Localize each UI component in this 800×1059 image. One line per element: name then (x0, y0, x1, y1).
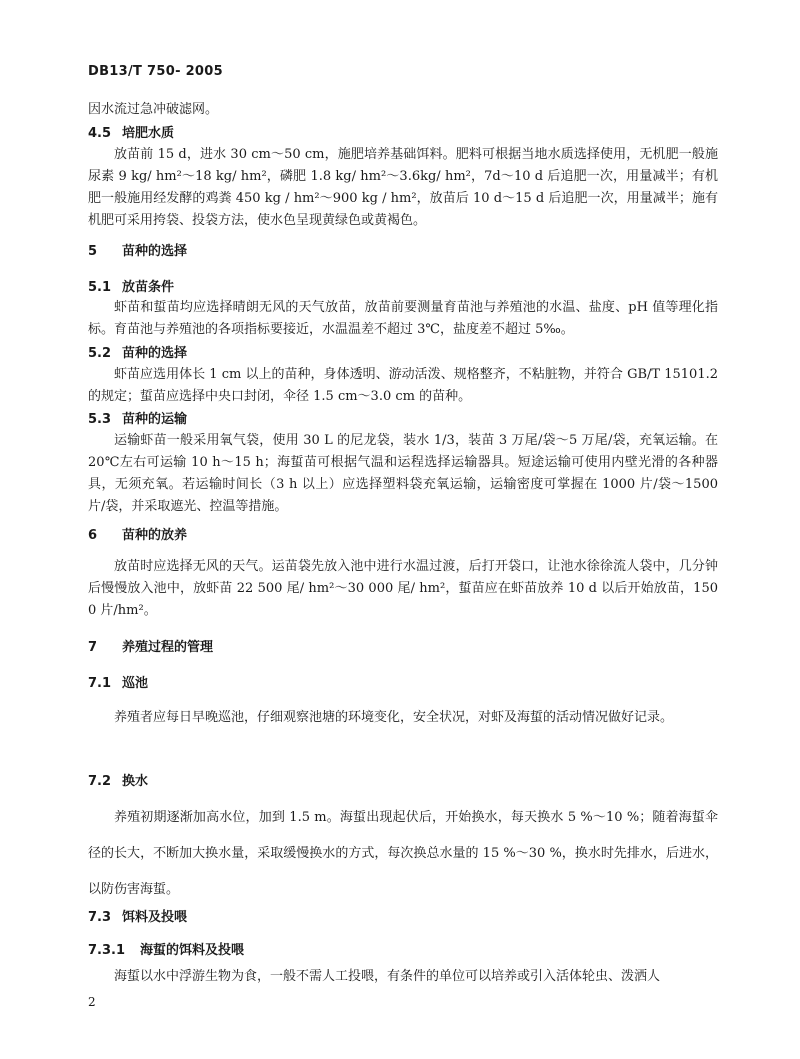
section-heading-5-3 (88, 408, 718, 427)
section-title: 换水 (122, 774, 149, 789)
section-heading-7-1 (88, 672, 718, 691)
page-number: 2 (88, 995, 96, 1009)
section-number: 7.2 (88, 774, 112, 789)
section-number: 7 (88, 640, 98, 655)
section-number: 4.5 (88, 126, 112, 141)
section-heading-4-5 (88, 122, 718, 141)
section-heading-7 (88, 636, 718, 655)
section-title: 苗种的运输 (122, 412, 188, 427)
section-number: 6 (88, 528, 98, 543)
section-title: 苗种的选择 (122, 244, 188, 259)
section-title: 海蜇的饵料及投喂 (140, 943, 245, 958)
section-number: 5.3 (88, 412, 112, 427)
paragraph-7-3-1: 海蜇以水中浮游生物为食，一般不需人工投喂，有条件的单位可以培养或引入活体轮虫、泼洒人 (114, 969, 661, 984)
section-number: 7.1 (88, 676, 112, 691)
paragraph-5-3: 运输虾苗一般采用氧气袋，使用 30 L 的尼龙袋，装水 1/3，装苗 3 万尾/袋～5 万尾/袋，充氧运输。在 20℃左右可运输 10 h～15 h；海蜇苗可根据气温和运程选择运输器具。短途运输可使用内壁光滑的各种器具，无须充氧。若运输时间长（3 h 以上）应选择塑料袋充氧运输，运输密度可掌握在 1000 片/袋～1500 片/袋，并采取遮光、控温等措施。 (88, 433, 718, 514)
section-title: 放苗条件 (122, 280, 175, 295)
section-number: 5.1 (88, 280, 112, 295)
section-title: 饵料及投喂 (122, 910, 188, 925)
section-heading-6 (88, 524, 718, 543)
section-heading-5-2 (88, 342, 718, 361)
section-heading-7-3 (88, 906, 718, 925)
paragraph-4-5: 放苗前 15 d，进水 30 cm～50 cm，施肥培养基础饵料。肥料可根据当地水质选择使用，无机肥一般施尿素 9 kg/ hm²～18 kg/ hm²，磷肥 1.8 kg/ hm²～3.6kg/ hm²，7d～10 d 后追肥一次，用量减半；有机肥一般施用经发酵的鸡粪 450 kg / hm²～900 kg / hm²，放苗后 10 d～15 d 后追肥一次，用量减半；施有机肥可采用挎袋、投袋方法，使水色呈现黄绿色或黄褐色。 (88, 147, 718, 228)
section-title: 培肥水质 (122, 126, 175, 141)
paragraph-7-1: 养殖者应每日早晚巡池，仔细观察池塘的环境变化，安全状况，对虾及海蜇的活动情况做好记录。 (114, 710, 674, 725)
continued-paragraph: 因水流过急冲破滤网。 (88, 102, 219, 117)
section-heading-5-1 (88, 276, 718, 295)
section-title: 养殖过程的管理 (122, 640, 214, 655)
section-title: 苗种的放养 (122, 528, 188, 543)
paragraph-6: 放苗时应选择无风的天气。运苗袋先放入池中进行水温过渡，后打开袋口，让池水徐徐流人袋中，几分钟后慢慢放入池中，放虾苗 22 500 尾/ hm²～30 000 尾/ hm²，蜇苗应在虾苗放养 10 d 以后开始放苗，1500 片/hm²。 (88, 559, 718, 618)
paragraph-5-1: 虾苗和蜇苗均应选择晴朗无风的天气放苗，放苗前要测量育苗池与养殖池的水温、盐度、pH 值等理化指标。育苗池与养殖池的各项指标要接近，水温温差不超过 3℃，盐度差不超过 5‰。 (88, 300, 718, 337)
section-number: 5.2 (88, 346, 112, 361)
section-number: 7.3.1 (88, 943, 126, 958)
standard-code-header: DB13/T 750- 2005 (88, 64, 223, 79)
section-number: 7.3 (88, 910, 112, 925)
section-number: 5 (88, 244, 98, 259)
paragraph-5-2: 虾苗应选用体长 1 cm 以上的苗种，身体透明、游动活泼、规格整齐，不粘脏物，并符合 GB/T 15101.2 的规定；蜇苗应选择中央口封闭，伞径 1.5 cm～3.0 cm 的苗种。 (88, 367, 718, 404)
section-title: 巡池 (122, 676, 149, 691)
paragraph-7-2: 养殖初期逐渐加高水位，加到 1.5 m。海蜇出现起伏后，开始换水，每天换水 5 %～10 %；随着海蜇伞径的长大，不断加大换水量，采取缓慢换水的方式，每次换总水量的 15 %～30 %，换水时先排水，后进水，以防伤害海蜇。 (88, 810, 718, 897)
section-title: 苗种的选择 (122, 346, 188, 361)
section-heading-7-3-1 (88, 939, 718, 958)
section-heading-5 (88, 240, 718, 259)
section-heading-7-2 (88, 770, 718, 789)
